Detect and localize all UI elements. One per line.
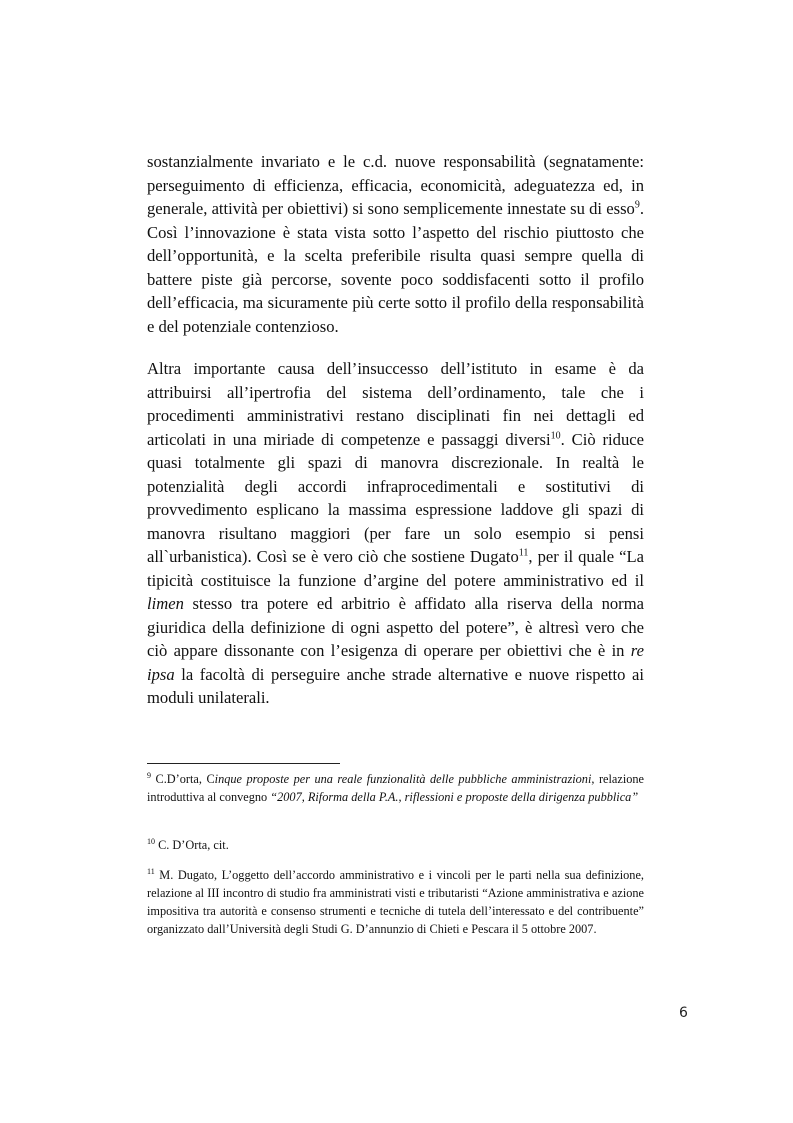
footnote-text: M. Dugato, L’oggetto dell’accordo amministrativo e i vincoli per le parti nella sua definizione, relazione al III incontro di studio fra amministrati visti e tributaristi “Azione amministrativa e azione impositiva tra autorità e consenso strumenti e tecniche di tutela dell’interessato e del contribuente” organizzato dall’Università degli Studi G. D’annunzio di Chieti e Pescara il 5 ottobre 2007. xyxy=(147,868,644,936)
footnote-9 xyxy=(147,770,644,806)
footnote-number: 9 xyxy=(147,770,151,780)
paragraph-text: la facoltà di perseguire anche strade alternative e nuove rispetto ai moduli unilaterali. xyxy=(147,664,644,707)
paragraph-text: Altra importante causa dell’insuccesso dell’istituto in esame è da attribuirsi all’ipertrofia del sistema dell’ordinamento, tale che i procedimenti amministrativi restano disciplinati fin nei dettagli ed articolati in una miriade di competenze e passaggi diversi xyxy=(147,359,644,449)
paragraph-text: stesso tra potere ed arbitrio è affidato alla riserva della norma giuridica della definizione di ogni aspetto del potere”, è altresì vero che ciò appare dissonante con l’esigenza di operare per obiettivi che è in xyxy=(147,594,644,660)
footnote-10 xyxy=(147,836,644,854)
footnote-number: 11 xyxy=(147,866,155,876)
footnote-conference: “2007, Riforma della P.A., riflessioni e proposte della dirigenza pubblica” xyxy=(270,790,639,804)
paragraph-text: , per il quale “La tipicità costituisce la funzione d’argine del potere amministrativo ed il xyxy=(147,547,644,590)
italic-term: re ipsa xyxy=(147,641,644,684)
paragraph-text: . Ciò riduce quasi totalmente gli spazi di manovra discrezionale. In realtà le potenzialità degli accordi infraprocedimentali e sostitutivi di provvedimento esplicano la massima espressione laddove gli spazi di manovra risultano maggiori (per fare un solo esempio si pensi all`urbanistica). Così se è vero ciò che sostiene Dugato xyxy=(147,429,644,566)
footnote-text: C. D’Orta, cit. xyxy=(155,838,229,852)
footnote-number: 10 xyxy=(147,836,155,846)
footnote-ref-9: 9 xyxy=(634,199,640,211)
body-paragraph-1 xyxy=(147,150,644,338)
page-number: 6 xyxy=(679,1005,688,1021)
footnote-text: C.D’orta, C xyxy=(151,772,215,786)
footnote-ref-10: 10 xyxy=(550,429,561,441)
footnote-title: inque proposte per una reale funzionalità delle pubbliche amministrazioni xyxy=(214,772,592,786)
italic-term: limen xyxy=(147,594,184,613)
footnote-11 xyxy=(147,866,644,938)
footnote-text: , relazione introduttiva al convegno xyxy=(147,772,644,804)
body-paragraph-2 xyxy=(147,357,644,710)
footnote-ref-11: 11 xyxy=(518,547,529,559)
paragraph-text: . Così l’innovazione è stata vista sotto l’aspetto del rischio piuttosto che dell’opportunità, e la scelta preferibile risulta quasi sempre quella di battere piste già percorse, sovente poco soddisfacenti sotto il profilo dell’efficacia, ma sicuramente più certe sotto il profilo della responsabilità e del potenziale contenzioso. xyxy=(147,199,644,336)
paragraph-text: sostanzialmente invariato e le c.d. nuove responsabilità (segnatamente: perseguimento di efficienza, efficacia, economicità, adeguatezza ed, in generale, attività per obiettivi) si sono semplicemente innestate su di esso xyxy=(147,152,644,218)
footnote-separator xyxy=(147,763,340,764)
